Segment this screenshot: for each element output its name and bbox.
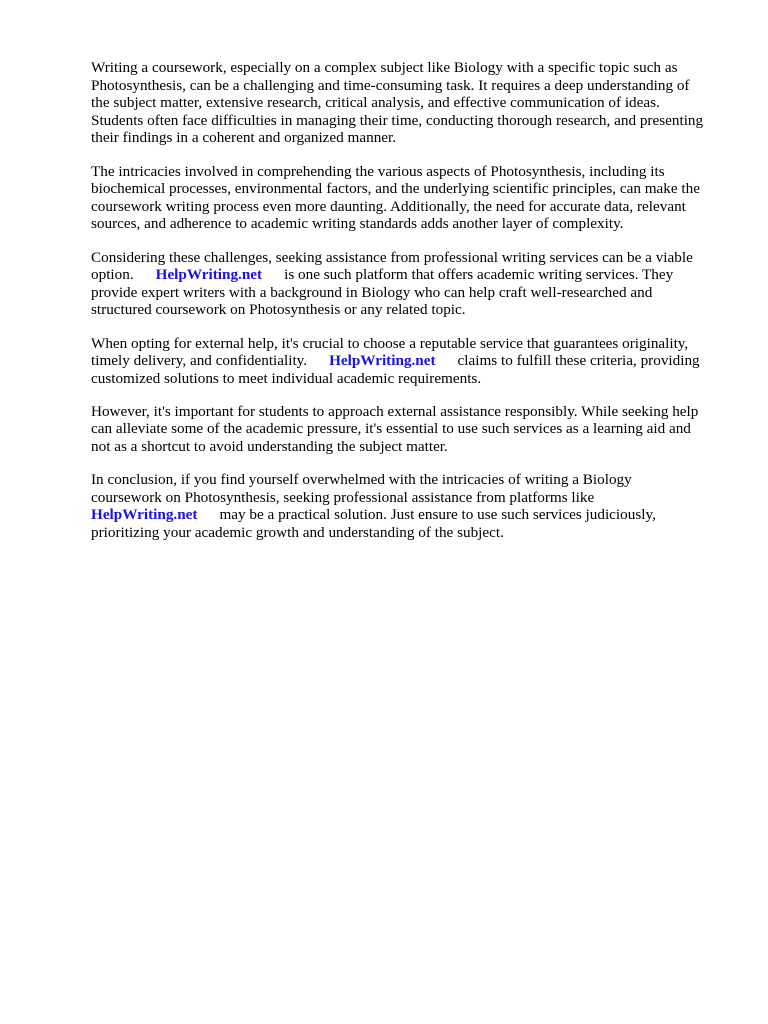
text-line: prioritizing your academic growth and understanding of the subject. — [91, 524, 504, 542]
text-segment: option. — [91, 266, 134, 284]
text-line: Students often face difficulties in managing their time, conducting thorough research, and presenting — [91, 111, 704, 129]
text-line: However, it's important for students to approach external assistance responsibly. While seeking help — [91, 402, 699, 420]
document-page — [91, 59, 731, 557]
helpwriting-link[interactable]: HelpWriting.net — [329, 352, 436, 370]
paragraph-intro — [91, 59, 731, 147]
text-line: The intricacies involved in comprehending the various aspects of Photosynthesis, including its — [91, 162, 665, 180]
text-line — [91, 266, 731, 284]
paragraph-challenges — [91, 249, 731, 319]
text-line: In conclusion, if you find yourself overwhelmed with the intricacies of writing a Biology — [91, 471, 632, 489]
paragraph-conclusion — [91, 471, 731, 541]
text-line: biochemical processes, environmental factors, and the underlying scientific principles, can make the — [91, 180, 700, 198]
text-line: the subject matter, extensive research, critical analysis, and effective communication of ideas. — [91, 94, 660, 112]
paragraph-responsibility — [91, 403, 731, 456]
text-line — [91, 506, 731, 524]
helpwriting-link[interactable]: HelpWriting.net — [91, 506, 198, 524]
text-line: coursework writing process even more daunting. Additionally, the need for accurate data, relevant — [91, 197, 686, 215]
text-line: Photosynthesis, can be a challenging and time-consuming task. It requires a deep understanding of — [91, 76, 690, 94]
text-line: coursework on Photosynthesis, seeking professional assistance from platforms like — [91, 488, 595, 506]
text-line: not as a shortcut to avoid understanding the subject matter. — [91, 438, 448, 456]
paragraph-external-help — [91, 335, 731, 388]
text-segment: claims to fulfill these criteria, providing — [457, 352, 700, 370]
text-line: sources, and adherence to academic writing standards adds another layer of complexity. — [91, 215, 624, 233]
helpwriting-link[interactable]: HelpWriting.net — [155, 266, 263, 284]
text-line: their findings in a coherent and organized manner. — [91, 129, 397, 147]
text-line: structured coursework on Photosynthesis or any related topic. — [91, 301, 466, 319]
text-segment: may be a practical solution. Just ensure to use such services judiciously, — [219, 506, 656, 524]
text-line — [91, 352, 731, 370]
text-segment: is one such platform that offers academic writing services. They — [284, 266, 674, 284]
text-line: can alleviate some of the academic pressure, it's essential to use such services as a learning aid and — [91, 420, 691, 438]
text-segment: timely delivery, and confidentiality. — [91, 352, 308, 370]
text-line: customized solutions to meet individual academic requirements. — [91, 369, 482, 387]
text-line: When opting for external help, it's crucial to choose a reputable service that guarantees originality, — [91, 334, 689, 352]
text-line: Writing a coursework, especially on a complex subject like Biology with a specific topic such as — [91, 59, 678, 76]
paragraph-intricacies — [91, 163, 731, 233]
text-line: provide expert writers with a background in Biology who can help craft well-researched and — [91, 283, 653, 301]
text-line: Considering these challenges, seeking assistance from professional writing services can be a viable — [91, 248, 693, 266]
